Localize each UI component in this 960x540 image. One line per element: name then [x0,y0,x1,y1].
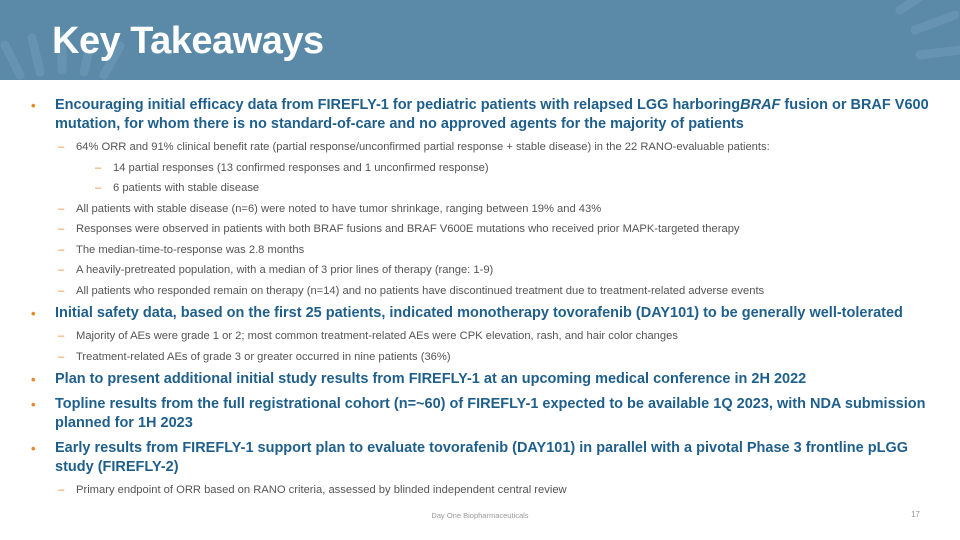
dash-icon: – [95,161,102,174]
dash-icon: – [58,223,65,235]
bullet-text: Topline results from the full registrational cohort (n=~60) of FIREFLY-1 expected to be available 1Q 2023, with NDA submission planned for 1H 2023 [55,396,926,431]
sub-bullet [30,140,945,154]
sub-bullet [30,329,945,343]
sub-sub-bullet-text: 14 partial responses (13 confirmed responses and 1 unconfirmed response) [113,161,489,174]
bullet-dot-icon: • [31,306,36,321]
sub-bullet-text: Primary endpoint of ORR based on RANO criteria, assessed by blinded independent central review [76,484,567,496]
dash-icon: – [58,243,65,256]
sub-bullet-text: The median-time-to-response was 2.8 months [76,243,305,256]
bullet-text: fusion or BRAF V600 mutation, for whom there is no standard-of-care and no approved agents for the majority of patients [55,97,929,132]
bullet-safety [30,304,945,323]
bullet-dot-icon: • [31,397,36,412]
bullet-dot-icon: • [31,98,36,113]
sub-bullet-text: Majority of AEs were grade 1 or 2; most common treatment-related AEs were CPK elevation, rash, and hair color changes [76,330,678,342]
sub-bullet [30,284,945,298]
footer-company: Day One Biopharmaceuticals [431,511,529,520]
bullet-efficacy [30,96,945,134]
dash-icon: – [58,484,65,496]
bullet-dot-icon: • [31,372,36,387]
sub-bullet-text: A heavily-pretreated population, with a median of 3 prior lines of therapy (range: 1-9) [76,264,494,276]
sub-bullet-text: All patients who responded remain on therapy (n=14) and no patients have discontinued treatment due to treatment-related adverse events [76,284,765,297]
sub-bullet-text: All patients with stable disease (n=6) were noted to have tumor shrinkage, ranging between 19% and 43% [76,202,602,215]
sub-bullet-text: Responses were observed in patients with both BRAF fusions and BRAF V600E mutations who received prior MAPK-targeted therapy [76,223,740,235]
header-banner [0,0,960,80]
slide-title: Key Takeaways [52,20,324,62]
takeaways-list [30,96,945,504]
sub-bullet [30,263,945,277]
dash-icon: – [58,330,65,342]
bullet-text: Early results from FIREFLY-1 support plan to evaluate tovorafenib (DAY101) in parallel with a pivotal Phase 3 frontline pLGG study (FIREFLY-2) [55,440,909,475]
sub-bullet [30,350,945,364]
dash-icon: – [58,264,65,276]
sub-bullet [30,483,945,497]
sub-bullet-text: Treatment-related AEs of grade 3 or greater occurred in nine patients (36%) [76,350,451,363]
sub-bullet [30,202,945,216]
sub-bullet [30,243,945,257]
bullet-dot-icon: • [31,441,36,456]
bullet-text: Initial safety data, based on the first 25 patients, indicated monotherapy tovorafenib (DAY101) to be generally well-tolerated [55,305,903,321]
dash-icon: – [95,182,102,194]
bullet-phase3 [30,439,945,477]
bullet-conference [30,370,945,389]
dash-icon: – [58,202,65,215]
bullet-text: Plan to present additional initial study results from FIREFLY-1 at an upcoming medical conference in 2H 2022 [55,371,807,387]
sub-bullet-text: 64% ORR and 91% clinical benefit rate (partial response/unconfirmed partial response + stable disease) in the 22 RANO-evaluable patients: [76,141,770,153]
sub-bullet [30,222,945,236]
dash-icon: – [58,141,65,153]
bullet-text: Encouraging initial efficacy data from FIREFLY-1 for pediatric patients with relapsed LGG harboring [55,97,741,113]
page-number: 17 [911,510,920,519]
dash-icon: – [58,284,65,297]
sub-sub-bullet [30,181,945,195]
sub-sub-bullet [30,161,945,175]
dash-icon: – [58,350,65,363]
bullet-text-italic: BRAF [740,97,781,113]
sub-sub-bullet-text: 6 patients with stable disease [113,182,260,194]
bullet-topline [30,395,945,433]
